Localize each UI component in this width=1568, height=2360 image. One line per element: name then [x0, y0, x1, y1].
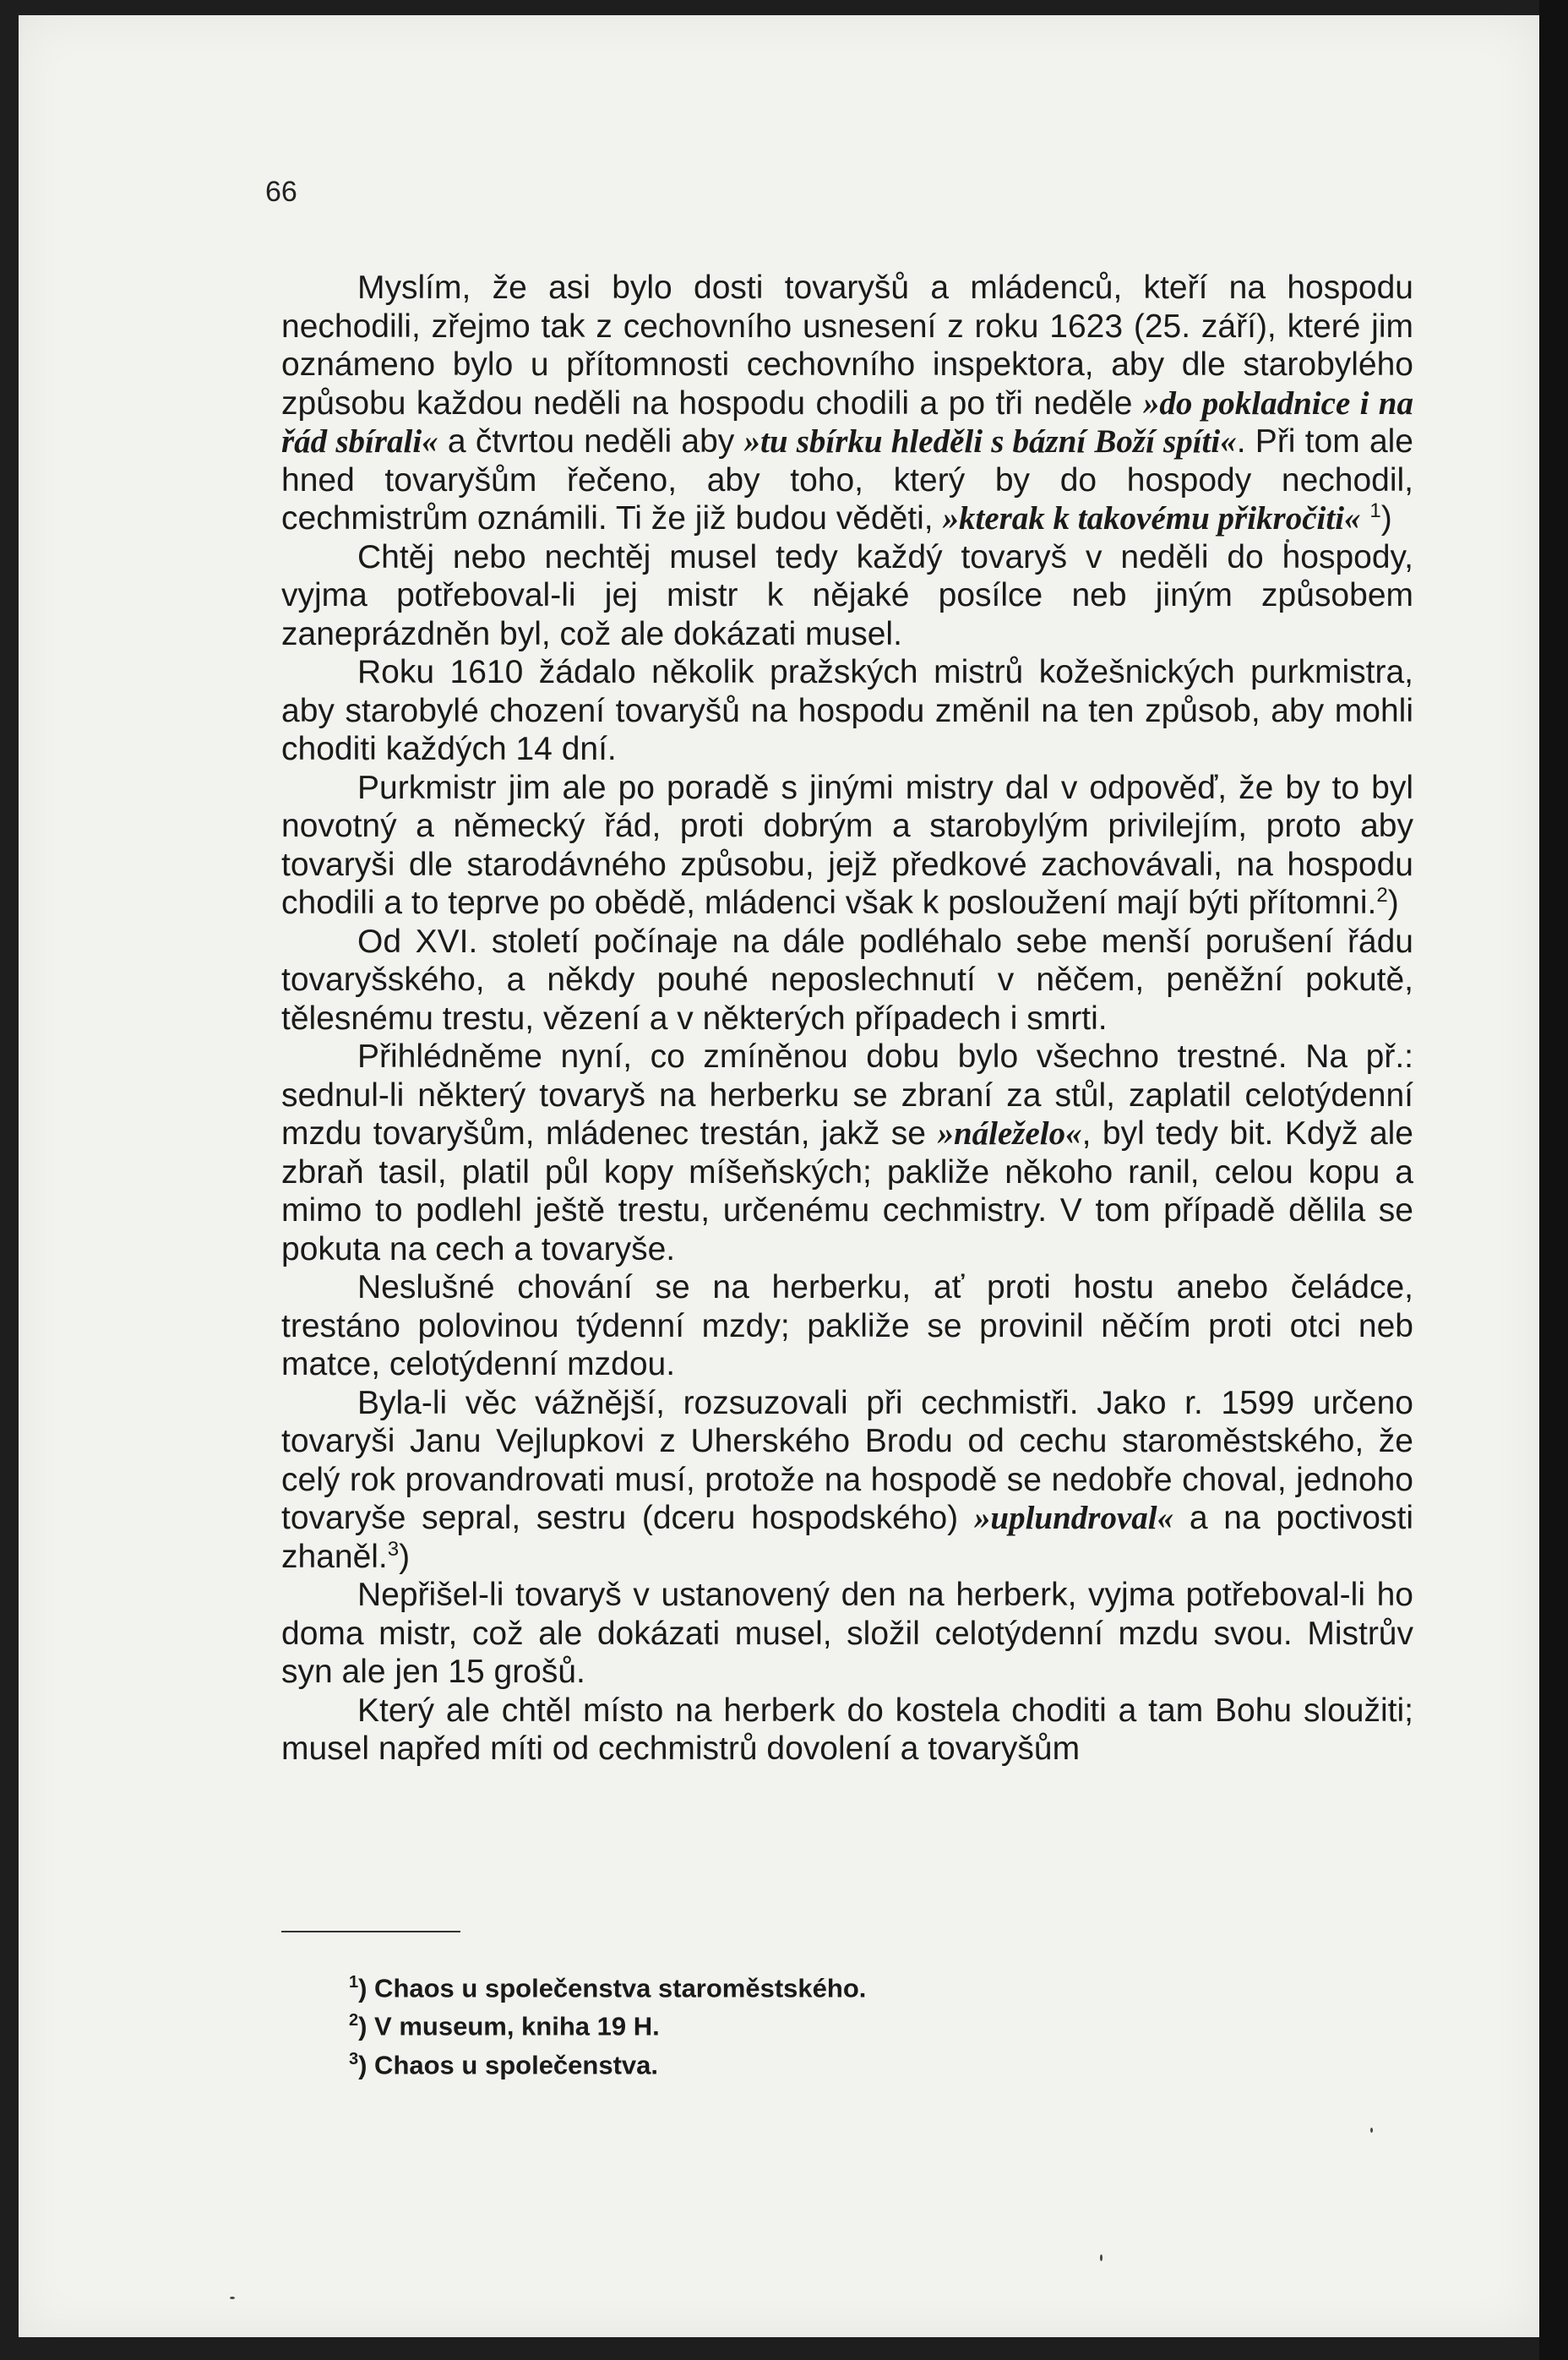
footnote-reference: 3 [387, 1537, 400, 1561]
scan-speck [1370, 2128, 1373, 2133]
page-number: 66 [265, 176, 297, 208]
paragraph [281, 1576, 1413, 1692]
paragraph-text: , byl tedy bit. Když ale zbraň tasil, platil půl kopy míšeňských; pakliže někoho ranil, celou kopu a mimo to podlehl ještě trestu, určenému cechmistry. V tom případě dělila se pokuta na cech a tovaryše. [281, 1115, 1413, 1267]
paragraph-text: Roku 1610 žádalo několik pražských mistrů kožešnických purkmistra, aby starobylé chození tovaryšů na hospodu změnil na ten způsob, aby mohli choditi každých 14 dní. [281, 654, 1413, 767]
paragraph-text: Od XVI. století počínaje na dále podléhalo sebe menší porušení řádu tovaryšského, a někdy pouhé neposlechnutí v něčem, peněžní pokutě, tělesnému trestu, vězení a v některých případech i smrti. [281, 923, 1413, 1037]
paragraph-text: Myslím, že asi bylo dosti tovaryšů a mládenců, kteří na hospodu nechodili, zřejmo tak z cechovního usnesení z roku 1623 (25. září), které jim oznámeno bylo u přítomnosti cechovního inspektora, aby dle starobylého způsobu každou neděli na hospodu chodili a po tři neděle [281, 270, 1413, 422]
footnotes [349, 1966, 866, 2081]
quoted-phrase: »do pokladnice i na řád sbírali« [281, 384, 1413, 460]
paragraph [281, 269, 1413, 538]
footnote [349, 2004, 866, 2042]
footnote [349, 2043, 866, 2081]
paragraph-text: a čtvrtou neděli aby [438, 423, 744, 460]
footnote-text: ) V museum, kniha 19 H. [358, 2011, 660, 2041]
paragraph-text: Purkmistr jim ale po poradě s jinými mistry dal v odpověď, že by to byl novotný a německý řád, proti dobrým a starobylým privilejím, proto aby tovaryši dle starodávného způsobu, jejž předkové zachovávali, na hospodu chodili a to teprve po obědě, mládenci však k posloužení mají býti přítomni. [281, 769, 1413, 921]
body-text [281, 269, 1413, 1769]
footnote-marker: 1 [349, 1973, 359, 1992]
paragraph-text: Byla-li věc vážnější, rozsuzovali při cechmistři. Jako r. 1599 určeno tovaryši Janu Vejlupkovi z Uherského Brodu od cechu staroměstského, že celý rok provandrovati musí, protože na hospodě se nedobře choval, jednoho tovaryše sepral, sestru (dceru hospodského) [281, 1384, 1413, 1536]
paragraph [281, 1268, 1413, 1384]
paragraph-text: Neslušné chování se na herberku, ať proti hostu anebo čeládce, trestáno polovinou týdenní mzdy; pakliže se provinil něčím proti otci neb matce, celotýdenní mzdou. [281, 1269, 1413, 1382]
paragraph [281, 538, 1413, 654]
footnote-text: ) Chaos u společenstva. [358, 2049, 659, 2079]
paragraph-text: Přihlédněme nyní, co zmíněnou dobu bylo všechno trestné. Na př.: sednul-li některý tovaryš na herberku se zbraní za stůl, zaplatil celotýdenní mzdu tovaryšům, mládenec trestán, jakž se [281, 1038, 1413, 1152]
footnote [349, 1966, 866, 2004]
scan-edge-strip [1539, 0, 1568, 2360]
footnote-marker: 3 [349, 2049, 359, 2068]
paragraph [281, 1692, 1413, 1769]
paragraph-text: . Při tom ale hned tovaryšům řečeno, aby toho, který by do hospody nechodil, cechmistrům oznámili. Ti že již budou věděti, [281, 423, 1413, 537]
footnote-reference: 2 [1376, 884, 1388, 907]
footnote-marker: 2 [349, 2011, 359, 2030]
paragraph-text: Který ale chtěl místo na herberk do kostela choditi a tam Bohu sloužiti; musel napřed míti od cechmistrů dovolení a tovaryšům [281, 1692, 1413, 1767]
paragraph-text [1361, 500, 1370, 537]
scan-speck [230, 2297, 235, 2299]
paragraph [281, 769, 1413, 923]
paragraph-text: ) [1387, 885, 1399, 921]
paragraph-text: Chtěj nebo nechtěj musel tedy každý tovaryš v neděli do hospody, vyjma potřeboval-li jej mistr k nějaké posílce neb jiným způsobem zaneprázdněn byl, což ale dokázati musel. [281, 538, 1413, 652]
paragraph [281, 1384, 1413, 1577]
footnote-reference: 1 [1369, 499, 1381, 522]
paragraph-text: a na poctivosti zhaněl. [281, 1500, 1413, 1575]
quoted-phrase: »tu sbírku hleděli s bázní Boží spíti« [743, 423, 1237, 460]
scan-speck [1100, 2254, 1102, 2261]
paragraph-text: Nepřišel-li tovaryš v ustanovený den na herberk, vyjma potřeboval-li ho doma mistr, což ale dokázati musel, složil celotýdenní mzdu svou. Mistrův syn ale jen 15 grošů. [281, 1577, 1413, 1690]
paragraph [281, 653, 1413, 769]
quoted-phrase: »kterak k takovému přikročiti« [942, 500, 1361, 537]
paragraph-text: ) [399, 1538, 411, 1575]
quoted-phrase: »náleželo« [937, 1115, 1082, 1152]
footnote-text: ) Chaos u společenstva staroměstského. [358, 1973, 867, 2003]
paragraph [281, 923, 1413, 1038]
paragraph [281, 1038, 1413, 1268]
footnote-separator [281, 1931, 460, 1932]
quoted-phrase: »uplundroval« [973, 1500, 1174, 1536]
paragraph-text: ) [1380, 500, 1392, 537]
